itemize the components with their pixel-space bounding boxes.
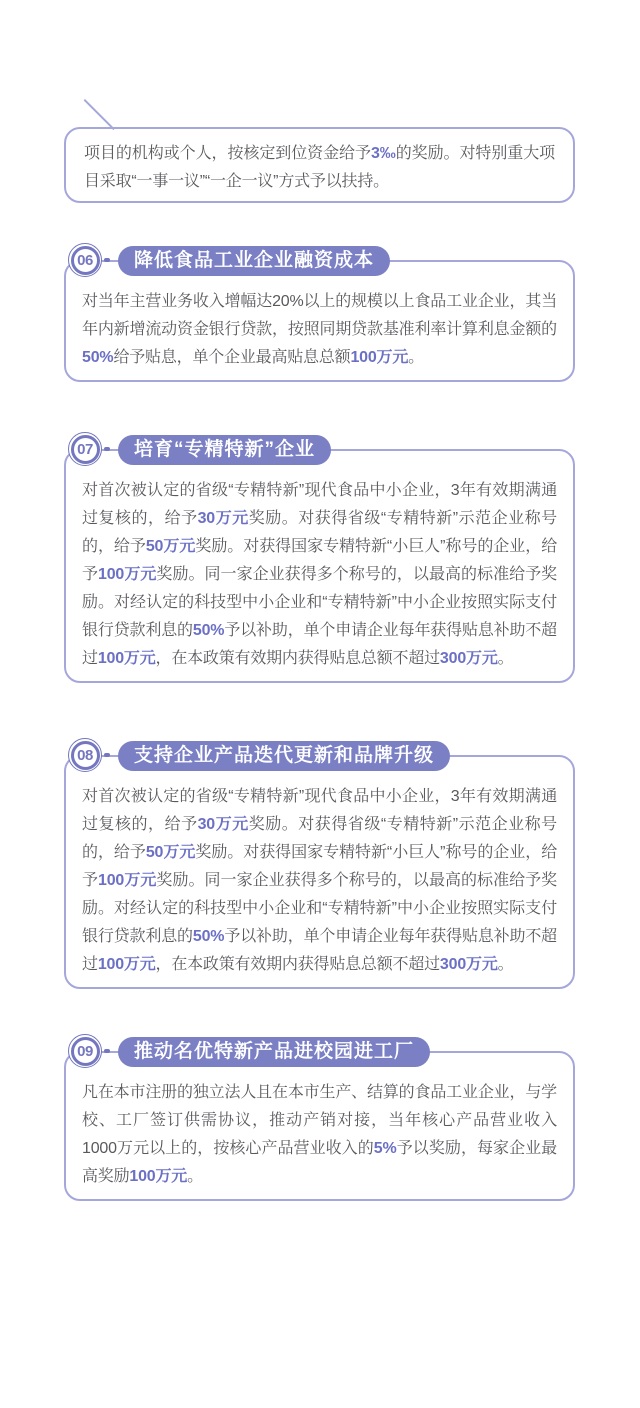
highlight-amount: 100万元 xyxy=(98,566,157,583)
section-title-pill: 推动名优特新产品进校园进工厂 xyxy=(118,1037,430,1067)
plain-text: ，在本政策有效期内获得贴息总额不超过 xyxy=(155,650,440,667)
plain-text: 项目的机构或个人，按核定到位资金给予 xyxy=(84,145,371,162)
policy-card-07 xyxy=(64,439,575,683)
plain-text: 。 xyxy=(408,349,424,366)
policy-card-06 xyxy=(64,250,575,382)
highlight-amount: 300万元 xyxy=(439,956,498,973)
section-number: 06 xyxy=(77,251,93,269)
highlight-amount: 100万元 xyxy=(350,349,409,366)
plain-text: 予以补助，单个申请企业每年获得贴息补助不超过 xyxy=(82,622,557,667)
plain-text: 奖励。同一家企业获得多个称号的，以最高的标准给予奖励。对经认定的科技型中小企业和“专精特新”中小企业按照实际支付银行贷款利息的 xyxy=(82,872,557,945)
highlight-amount: 50% xyxy=(192,622,225,639)
plain-text: 予以奖励，每家企业最高奖励 xyxy=(82,1140,557,1185)
intro-bubble-text xyxy=(84,140,555,196)
plain-text: 予以补助，单个申请企业每年获得贴息补助不超过 xyxy=(82,928,557,973)
plain-text: 对当年主营业务收入增幅达20%以上的规模以上食品工业企业，其当年内新增流动资金银行贷款，按照同期贷款基准利率计算利息金额的 xyxy=(82,293,557,338)
policy-card-09 xyxy=(64,1041,575,1201)
plain-text: 对首次被认定的省级“专精特新”现代食品中小企业，3年有效期满通过复核的，给予 xyxy=(82,482,557,527)
plain-text: 奖励。同一家企业获得多个称号的，以最高的标准给予奖励。对经认定的科技型中小企业和“专精特新”中小企业按照实际支付银行贷款利息的 xyxy=(82,566,557,639)
plain-text: 凡在本市注册的独立法人且在本市生产、结算的食品工业企业，与学校、工厂签订供需协议，推动产销对接，当年核心产品营业收入1000万元以上的，按核心产品营业收入的 xyxy=(82,1084,557,1157)
section-number-badge xyxy=(68,432,102,466)
policy-card-08 xyxy=(64,745,575,989)
plain-text: 奖励。对获得省级“专精特新”示范企业称号的，给予 xyxy=(82,510,557,555)
policy-infographic-page xyxy=(0,127,640,1408)
section-title-pill: 降低食品工业企业融资成本 xyxy=(118,246,390,276)
section-number-badge xyxy=(68,1034,102,1068)
highlight-amount: 3‰ xyxy=(370,145,396,162)
plain-text: 的奖励。对特别重大项目采取“一事一议”“一企一议”方式予以扶持。 xyxy=(84,145,555,190)
highlight-amount: 100万元 xyxy=(97,650,156,667)
plain-text: 。 xyxy=(497,650,514,667)
highlight-amount: 5% xyxy=(373,1140,397,1157)
section-number-badge xyxy=(68,738,102,772)
section-body-text xyxy=(82,288,557,372)
highlight-amount: 50% xyxy=(82,349,114,366)
highlight-amount: 30万元 xyxy=(197,816,249,833)
plain-text: 奖励。对获得国家专精特新“小巨人”称号的企业，给予 xyxy=(82,538,558,583)
plain-text: 给予贴息，单个企业最高贴息总额 xyxy=(113,349,351,366)
bubble-tail-line xyxy=(84,99,115,130)
plain-text: ，在本政策有效期内获得贴息总额不超过 xyxy=(155,956,440,973)
section-title-pill: 支持企业产品迭代更新和品牌升级 xyxy=(118,741,450,771)
content-column xyxy=(64,127,575,1201)
highlight-amount: 50万元 xyxy=(145,844,196,861)
highlight-amount: 100万元 xyxy=(129,1168,188,1185)
section-title-pill: 培育“专精特新”企业 xyxy=(118,435,331,465)
intro-bubble-card xyxy=(64,127,575,203)
highlight-amount: 300万元 xyxy=(439,650,498,667)
section-number-badge xyxy=(68,243,102,277)
section-body-text xyxy=(82,477,557,673)
highlight-amount: 50% xyxy=(192,928,225,945)
section-body-text xyxy=(82,783,557,979)
plain-text: 奖励。对获得国家专精特新“小巨人”称号的企业，给予 xyxy=(82,844,558,889)
plain-text: 奖励。对获得省级“专精特新”示范企业称号的，给予 xyxy=(82,816,557,861)
section-number: 08 xyxy=(77,746,93,764)
plain-text: 。 xyxy=(187,1168,203,1185)
highlight-amount: 100万元 xyxy=(98,872,157,889)
section-number: 09 xyxy=(77,1042,93,1060)
highlight-amount: 50万元 xyxy=(145,538,196,555)
section-number: 07 xyxy=(77,440,93,458)
highlight-amount: 100万元 xyxy=(97,956,156,973)
highlight-amount: 30万元 xyxy=(197,510,249,527)
section-body-text xyxy=(82,1079,557,1191)
plain-text: 。 xyxy=(497,956,514,973)
plain-text: 对首次被认定的省级“专精特新”现代食品中小企业，3年有效期满通过复核的，给予 xyxy=(82,788,557,833)
